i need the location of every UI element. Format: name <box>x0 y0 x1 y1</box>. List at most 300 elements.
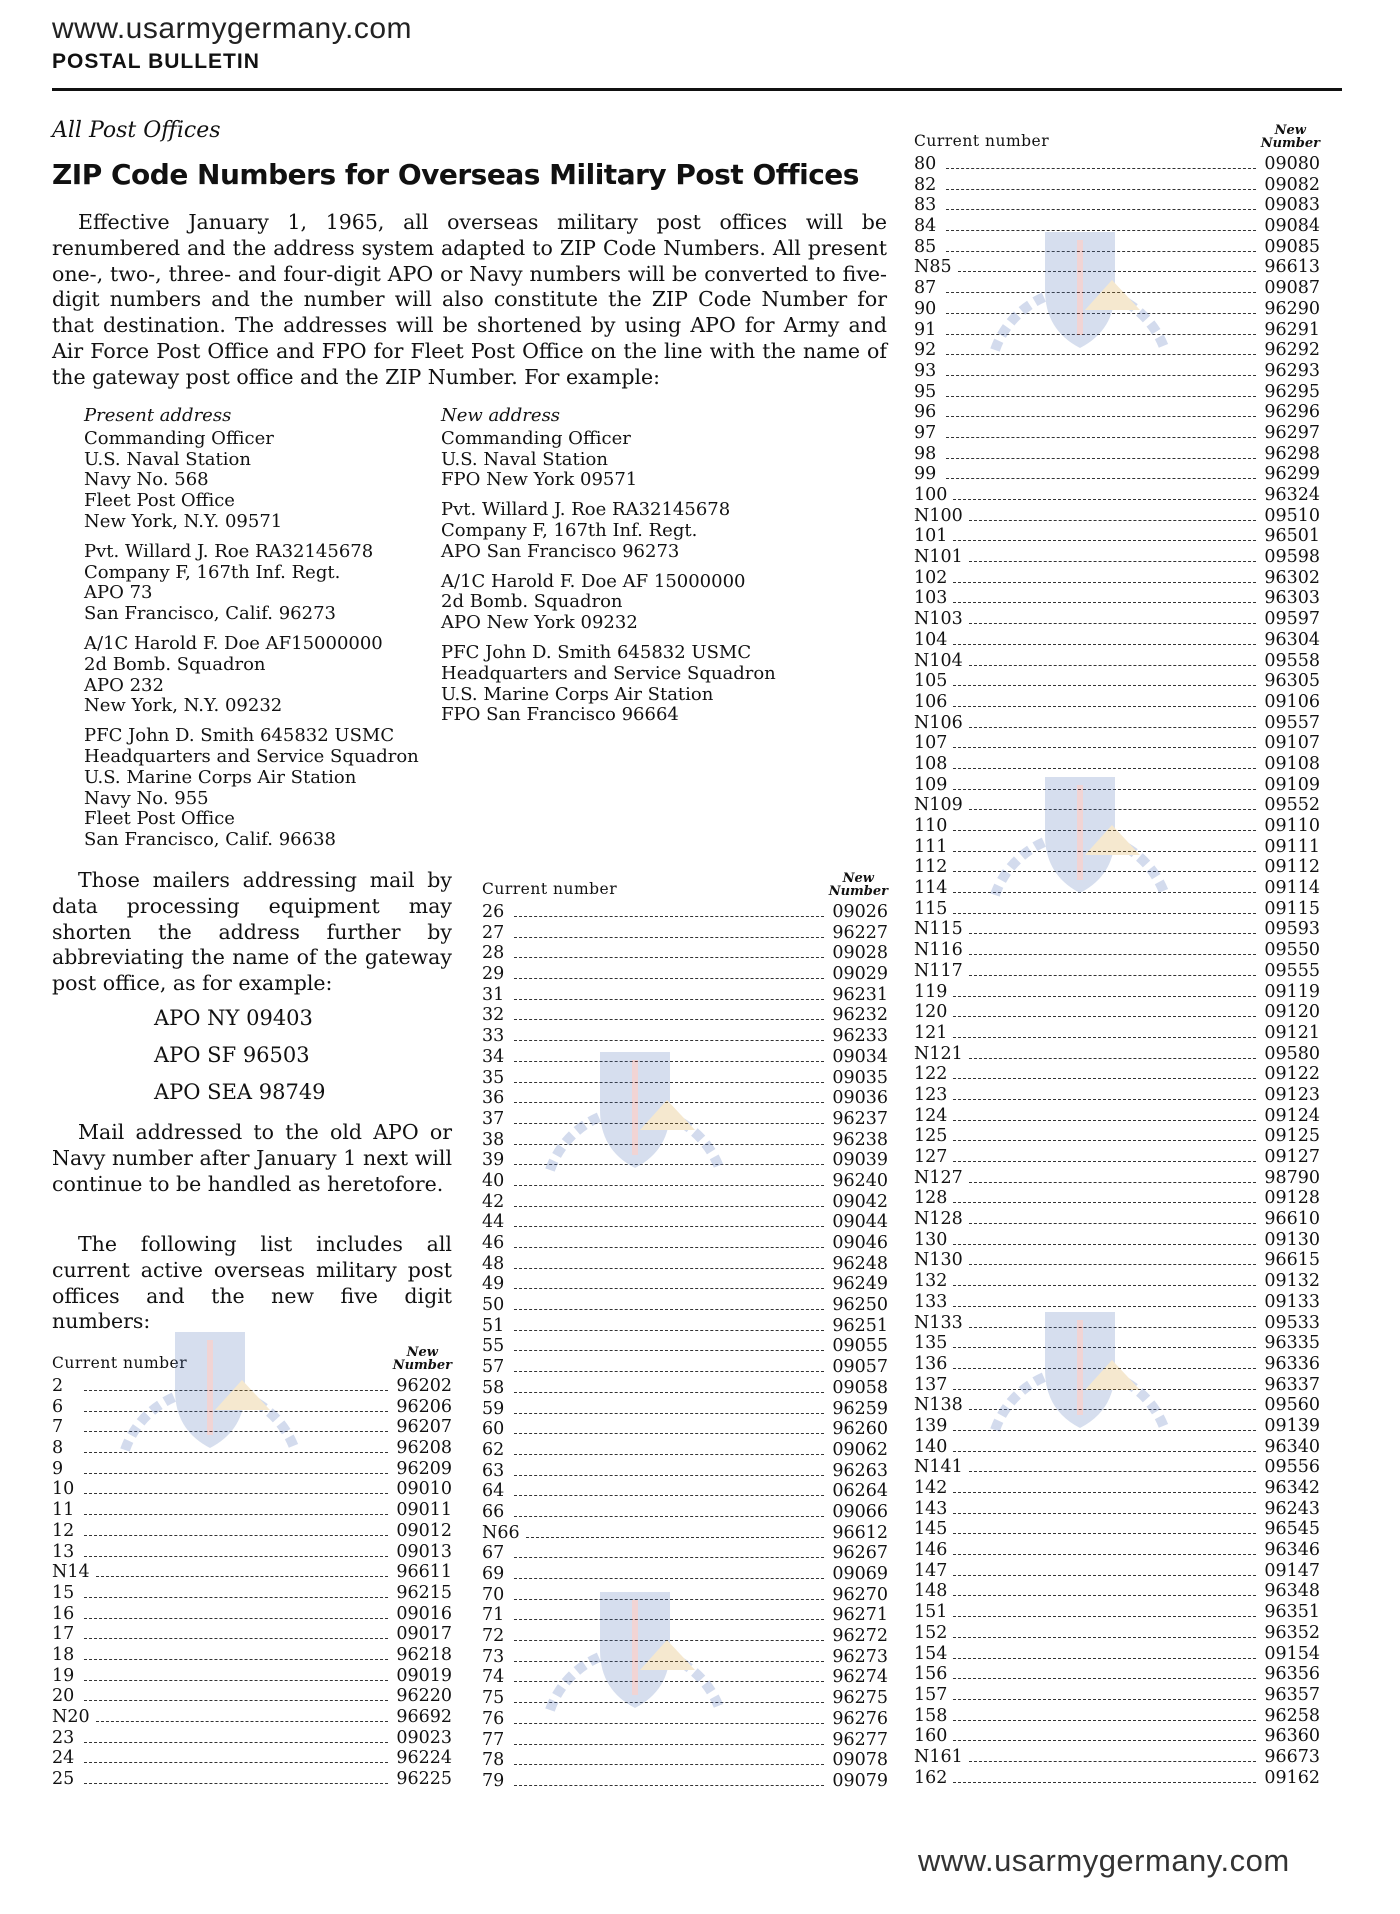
new-number: 09597 <box>1264 609 1320 630</box>
current-number: 72 <box>482 1626 505 1647</box>
new-number: 09558 <box>1264 650 1320 671</box>
current-number: 142 <box>914 1478 948 1498</box>
address-line: Fleet Post Office <box>84 490 235 512</box>
table-row <box>52 1479 452 1500</box>
table-row <box>914 1209 1320 1230</box>
current-number: 9 <box>52 1458 64 1479</box>
new-number: 96292 <box>1264 340 1320 361</box>
table-row <box>914 1188 1320 1209</box>
new-number: 96296 <box>1264 402 1320 423</box>
current-number: 136 <box>914 1353 948 1374</box>
current-number: 147 <box>914 1560 948 1581</box>
new-number: 96209 <box>396 1458 452 1479</box>
table-row <box>482 1026 888 1047</box>
leader-dashes <box>953 789 1256 790</box>
new-number: 96272 <box>832 1626 888 1647</box>
table-row <box>914 1292 1320 1313</box>
table-row <box>914 1395 1320 1416</box>
site-url-bottom: www.usarmygermany.com <box>918 1843 1290 1878</box>
current-number: 78 <box>482 1750 505 1771</box>
current-number: 125 <box>914 1126 948 1147</box>
new-address-header: New address <box>441 405 561 426</box>
leader-dashes <box>969 520 1256 521</box>
new-number: 09130 <box>1264 1229 1320 1250</box>
table-row <box>482 1626 888 1647</box>
new-number: 09132 <box>1264 1271 1320 1292</box>
section-label: All Post Offices <box>52 118 221 143</box>
zip-table-column-3 <box>914 118 1320 1788</box>
new-number: 09055 <box>832 1336 888 1357</box>
new-number: 09019 <box>396 1665 452 1686</box>
table-row <box>52 1604 452 1625</box>
zip-table-column-2 <box>482 866 888 1792</box>
table-row <box>482 1399 888 1420</box>
current-number: 35 <box>482 1067 505 1088</box>
new-number: 09035 <box>832 1067 888 1088</box>
current-number: 27 <box>482 922 505 943</box>
new-number: 96302 <box>1264 567 1320 588</box>
apo-example: APO SF 96503 <box>154 1043 310 1067</box>
new-number: 09552 <box>1264 795 1320 816</box>
table-row <box>482 1730 888 1751</box>
leader-dashes <box>514 1185 824 1186</box>
table-row <box>482 985 888 1006</box>
address-line: FPO San Francisco 96664 <box>441 704 679 726</box>
new-number: 09128 <box>1264 1188 1320 1209</box>
leader-dashes <box>953 830 1256 831</box>
table-row <box>482 1316 888 1337</box>
new-number: 96305 <box>1264 671 1320 692</box>
leader-dashes <box>969 1409 1256 1410</box>
leader-dashes <box>953 1202 1256 1203</box>
table-row <box>482 1274 888 1295</box>
address-line: FPO New York 09571 <box>441 469 638 491</box>
new-number: 96232 <box>832 1005 888 1026</box>
table-row <box>914 940 1320 961</box>
leader-dashes <box>969 727 1256 728</box>
present-address-column <box>84 406 434 860</box>
table-row <box>52 1728 452 1749</box>
table-row <box>482 1068 888 1089</box>
leader-dashes <box>514 937 824 938</box>
table-row <box>52 1686 452 1707</box>
current-number: 107 <box>914 733 948 754</box>
current-number: 76 <box>482 1708 505 1729</box>
new-number: 96250 <box>832 1295 888 1316</box>
leader-dashes <box>514 1206 824 1207</box>
table-row <box>914 464 1320 485</box>
address-line: Navy No. 568 <box>84 469 209 491</box>
address-line: New York, N.Y. 09571 <box>84 510 283 532</box>
new-number: 96692 <box>396 1707 452 1727</box>
leader-dashes <box>514 1268 824 1269</box>
new-number: 96267 <box>832 1543 888 1564</box>
current-number: 60 <box>482 1419 505 1440</box>
current-number: 64 <box>482 1481 505 1502</box>
new-number: 09127 <box>1264 1147 1320 1167</box>
leader-dashes <box>953 1430 1256 1431</box>
table-row <box>52 1500 452 1521</box>
leader-dashes <box>953 1492 1256 1493</box>
current-number: 44 <box>482 1212 505 1233</box>
current-number: 58 <box>482 1377 505 1398</box>
new-number: 96545 <box>1264 1519 1320 1540</box>
leader-dashes <box>84 1514 388 1515</box>
page-title: ZIP Code Numbers for Overseas Military Post Offices <box>52 158 859 191</box>
table-row <box>914 237 1320 258</box>
leader-dashes <box>953 1616 1256 1617</box>
new-number: 09034 <box>832 1046 888 1067</box>
new-number: 96224 <box>396 1748 452 1769</box>
current-number: 51 <box>482 1315 505 1336</box>
current-number: 132 <box>914 1271 948 1292</box>
current-number: 104 <box>914 629 948 650</box>
table-row <box>914 630 1320 651</box>
leader-dashes <box>514 1661 824 1662</box>
table-row <box>482 1605 888 1626</box>
current-number: 6 <box>52 1396 64 1417</box>
table-row <box>52 1459 452 1480</box>
current-number: N66 <box>482 1522 520 1543</box>
current-number: N101 <box>914 547 963 568</box>
leader-dashes <box>84 1535 388 1536</box>
table-row <box>914 982 1320 1003</box>
current-number: 157 <box>914 1684 948 1705</box>
table-row <box>914 216 1320 237</box>
current-number: N100 <box>914 505 963 526</box>
leader-dashes <box>969 665 1256 666</box>
leader-dashes <box>514 1723 824 1724</box>
current-number: 145 <box>914 1519 948 1540</box>
new-number: 09010 <box>396 1479 452 1500</box>
new-number: 09115 <box>1264 898 1320 919</box>
leader-dashes <box>953 1533 1256 1534</box>
leader-dashes <box>514 1516 824 1517</box>
table-row <box>914 1002 1320 1023</box>
leader-dashes <box>953 1099 1256 1100</box>
new-number: 96277 <box>832 1729 888 1750</box>
leader-dashes <box>969 1471 1256 1472</box>
current-number: 15 <box>52 1582 75 1603</box>
current-number: 106 <box>914 691 948 712</box>
table-row <box>914 175 1320 196</box>
current-number: 73 <box>482 1646 505 1667</box>
table-row <box>914 1250 1320 1271</box>
new-number: 09110 <box>1264 816 1320 836</box>
new-number: 96218 <box>396 1644 452 1665</box>
table-row <box>52 1583 452 1604</box>
current-number: N128 <box>914 1209 963 1230</box>
new-number: 96299 <box>1264 464 1320 485</box>
table-row <box>52 1769 452 1790</box>
leader-dashes <box>953 1120 1256 1121</box>
table-row <box>914 609 1320 630</box>
address-line: APO 232 <box>84 674 164 696</box>
leader-dashes <box>514 1475 824 1476</box>
leader-dashes <box>953 871 1256 872</box>
address-line: U.S. Naval Station <box>84 448 251 470</box>
leader-dashes <box>946 416 1256 417</box>
current-number: 90 <box>914 298 937 319</box>
table-row <box>914 1271 1320 1292</box>
new-number: 09147 <box>1264 1560 1320 1581</box>
leader-dashes <box>514 1640 824 1641</box>
leader-dashes <box>514 1454 824 1455</box>
current-number: 99 <box>914 464 937 485</box>
current-number: 130 <box>914 1229 948 1250</box>
leader-dashes <box>969 1058 1256 1059</box>
leader-dashes <box>84 1473 388 1474</box>
new-number: 96237 <box>832 1108 888 1129</box>
leader-dashes <box>514 1702 824 1703</box>
table-row <box>914 1644 1320 1665</box>
leader-dashes <box>958 271 1256 272</box>
new-number: 96202 <box>396 1376 452 1396</box>
table-row <box>52 1376 452 1397</box>
table-row <box>914 733 1320 754</box>
address-line: PFC John D. Smith 645832 USMC <box>84 725 395 747</box>
leader-dashes <box>84 1411 388 1412</box>
new-number: 06264 <box>832 1481 888 1502</box>
leader-dashes <box>953 1720 1256 1721</box>
table-row <box>914 1726 1320 1747</box>
table-row <box>914 1519 1320 1540</box>
leader-dashes <box>96 1721 388 1722</box>
current-number: 33 <box>482 1026 505 1047</box>
new-number: 09066 <box>832 1501 888 1522</box>
new-number: 09062 <box>832 1439 888 1460</box>
current-number: 55 <box>482 1336 505 1357</box>
leader-dashes <box>953 768 1256 769</box>
address-line: Commanding Officer <box>84 427 274 449</box>
current-number: 156 <box>914 1664 948 1685</box>
leader-dashes <box>953 602 1256 603</box>
new-number: 09510 <box>1264 505 1320 526</box>
current-number: 10 <box>52 1479 75 1500</box>
intro-paragraph: Effective January 1, 1965, all overseas military post offices will be renumbered and the address system adapted to ZIP Code Numbers. All present one-, two-, three- and four-digit APO or Navy numbers will be converted to five-digit numbers and the number will also constitute the ZIP Code Number for that destination. The addresses will be shortened by using APO for Army and Air Force Post Office and FPO for Fleet Post Office on the line with the name of the gateway post office and the ZIP Number. For example: <box>52 210 887 389</box>
new-number: 96225 <box>396 1769 452 1790</box>
table-row <box>482 923 888 944</box>
table-row <box>482 1585 888 1606</box>
new-number: 09120 <box>1264 1002 1320 1023</box>
new-number: 96263 <box>832 1460 888 1481</box>
current-number: N103 <box>914 609 963 630</box>
table-row <box>482 1667 888 1688</box>
current-number: N20 <box>52 1707 90 1727</box>
current-number: 42 <box>482 1191 505 1212</box>
current-number: 62 <box>482 1439 505 1460</box>
address-line: U.S. Naval Station <box>441 448 608 470</box>
table-row <box>914 1540 1320 1561</box>
address-line: U.S. Marine Corps Air Station <box>84 766 357 788</box>
current-number: 80 <box>914 154 937 174</box>
table-row <box>914 1064 1320 1085</box>
address-line: PFC John D. Smith 645832 USMC <box>441 641 752 663</box>
table-row <box>914 754 1320 775</box>
table-row <box>914 526 1320 547</box>
leader-dashes <box>953 1740 1256 1741</box>
leader-dashes <box>514 1350 824 1351</box>
current-number: 75 <box>482 1688 505 1709</box>
current-number: 13 <box>52 1541 75 1562</box>
table-row <box>482 902 888 923</box>
table-row <box>482 1709 888 1730</box>
table-header-current: Current number <box>52 1354 188 1372</box>
leader-dashes <box>946 334 1256 335</box>
leader-dashes <box>953 747 1256 748</box>
leader-dashes <box>969 933 1256 934</box>
leader-dashes <box>84 1680 388 1681</box>
leader-dashes <box>84 1431 388 1432</box>
current-number: 16 <box>52 1603 75 1624</box>
current-number: 154 <box>914 1643 948 1664</box>
leader-dashes <box>514 1247 824 1248</box>
new-number: 09124 <box>1264 1105 1320 1126</box>
table-row <box>914 320 1320 341</box>
new-number: 09560 <box>1264 1395 1320 1416</box>
current-number: N109 <box>914 795 963 816</box>
leader-dashes <box>953 1595 1256 1596</box>
new-number: 96337 <box>1264 1374 1320 1395</box>
table-header-new: New Number <box>828 871 888 899</box>
table-row <box>52 1624 452 1645</box>
new-number: 96324 <box>1264 485 1320 505</box>
current-number: 7 <box>52 1417 64 1438</box>
new-number: 96615 <box>1264 1250 1320 1271</box>
current-number: 121 <box>914 1022 948 1043</box>
current-number: 85 <box>914 236 937 257</box>
new-number: 09057 <box>832 1357 888 1378</box>
table-row <box>482 1647 888 1668</box>
present-address-block <box>84 542 434 625</box>
table-row <box>914 402 1320 423</box>
current-number: 135 <box>914 1333 948 1354</box>
leader-dashes <box>514 1123 824 1124</box>
current-number: 57 <box>482 1357 505 1378</box>
address-line: U.S. Marine Corps Air Station <box>441 683 714 705</box>
current-number: 59 <box>482 1398 505 1419</box>
present-address-block <box>84 634 434 717</box>
table-row <box>914 1478 1320 1499</box>
table-row <box>914 444 1320 465</box>
table-header-new: New Number <box>392 1345 452 1373</box>
address-line: Headquarters and Service Squadron <box>84 745 419 767</box>
current-number: 158 <box>914 1705 948 1726</box>
table-row <box>482 1109 888 1130</box>
table-row <box>914 1437 1320 1458</box>
table-row <box>914 1623 1320 1644</box>
leader-dashes <box>84 1783 388 1784</box>
address-line: San Francisco, Calif. 96273 <box>84 603 336 625</box>
address-line: Navy No. 955 <box>84 787 209 809</box>
leader-dashes <box>953 706 1256 707</box>
current-number: 120 <box>914 1002 948 1023</box>
leader-dashes <box>514 1392 824 1393</box>
current-number: 114 <box>914 878 948 899</box>
new-number: 96238 <box>832 1129 888 1150</box>
current-number: 95 <box>914 381 937 402</box>
leader-dashes <box>84 1493 388 1494</box>
table-row <box>914 1664 1320 1685</box>
address-line: Company F, 167th Inf. Regt. <box>84 561 341 583</box>
current-number: 82 <box>914 174 937 195</box>
table-row <box>52 1707 452 1728</box>
new-number: 09013 <box>396 1541 452 1562</box>
current-number: 133 <box>914 1291 948 1312</box>
current-number: 11 <box>52 1500 75 1521</box>
table-row <box>482 1771 888 1792</box>
new-number: 09162 <box>1264 1767 1320 1788</box>
current-number: 140 <box>914 1436 948 1457</box>
new-number: 09058 <box>832 1377 888 1398</box>
leader-dashes <box>514 1288 824 1289</box>
table-row <box>914 278 1320 299</box>
leader-dashes <box>84 1597 388 1598</box>
new-number: 96357 <box>1264 1684 1320 1705</box>
current-number: N133 <box>914 1312 963 1333</box>
current-number: 77 <box>482 1729 505 1750</box>
new-number: 96208 <box>396 1438 452 1459</box>
current-number: 146 <box>914 1540 948 1561</box>
leader-dashes <box>84 1618 388 1619</box>
current-number: 67 <box>482 1543 505 1564</box>
leader-dashes <box>953 582 1256 583</box>
new-number: 09039 <box>832 1150 888 1171</box>
new-number: 09121 <box>1264 1022 1320 1043</box>
new-number: 09593 <box>1264 919 1320 940</box>
table-row <box>482 1047 888 1068</box>
table-row <box>914 713 1320 734</box>
new-number: 96342 <box>1264 1478 1320 1498</box>
current-number: 162 <box>914 1767 948 1788</box>
table-row <box>914 1147 1320 1168</box>
table-row <box>482 1005 888 1026</box>
table-row <box>914 340 1320 361</box>
new-number: 96258 <box>1264 1705 1320 1726</box>
current-number: 29 <box>482 964 505 985</box>
new-number: 96206 <box>396 1396 452 1417</box>
new-number: 96501 <box>1264 526 1320 547</box>
leader-dashes <box>969 1761 1256 1762</box>
table-row <box>52 1645 452 1666</box>
new-number: 09079 <box>832 1770 888 1791</box>
current-number: 115 <box>914 898 948 919</box>
table-row <box>52 1521 452 1542</box>
table-row <box>482 1171 888 1192</box>
table-row <box>482 1295 888 1316</box>
current-number: 36 <box>482 1088 505 1109</box>
new-number: 09046 <box>832 1233 888 1253</box>
leader-dashes <box>514 1619 824 1620</box>
current-number: 110 <box>914 816 948 836</box>
current-number: 143 <box>914 1498 948 1519</box>
new-number: 96612 <box>832 1522 888 1543</box>
new-number: 09133 <box>1264 1291 1320 1312</box>
leader-dashes <box>84 1638 388 1639</box>
table-row <box>914 547 1320 568</box>
new-number: 96297 <box>1264 422 1320 443</box>
table-row <box>914 1126 1320 1147</box>
table-row <box>914 506 1320 527</box>
current-number: N106 <box>914 712 963 733</box>
new-number: 96276 <box>832 1708 888 1729</box>
current-number: 148 <box>914 1581 948 1602</box>
leader-dashes <box>514 1144 824 1145</box>
leader-dashes <box>969 561 1256 562</box>
table-row <box>482 1502 888 1523</box>
current-number: 46 <box>482 1233 505 1253</box>
leader-dashes <box>946 354 1256 355</box>
